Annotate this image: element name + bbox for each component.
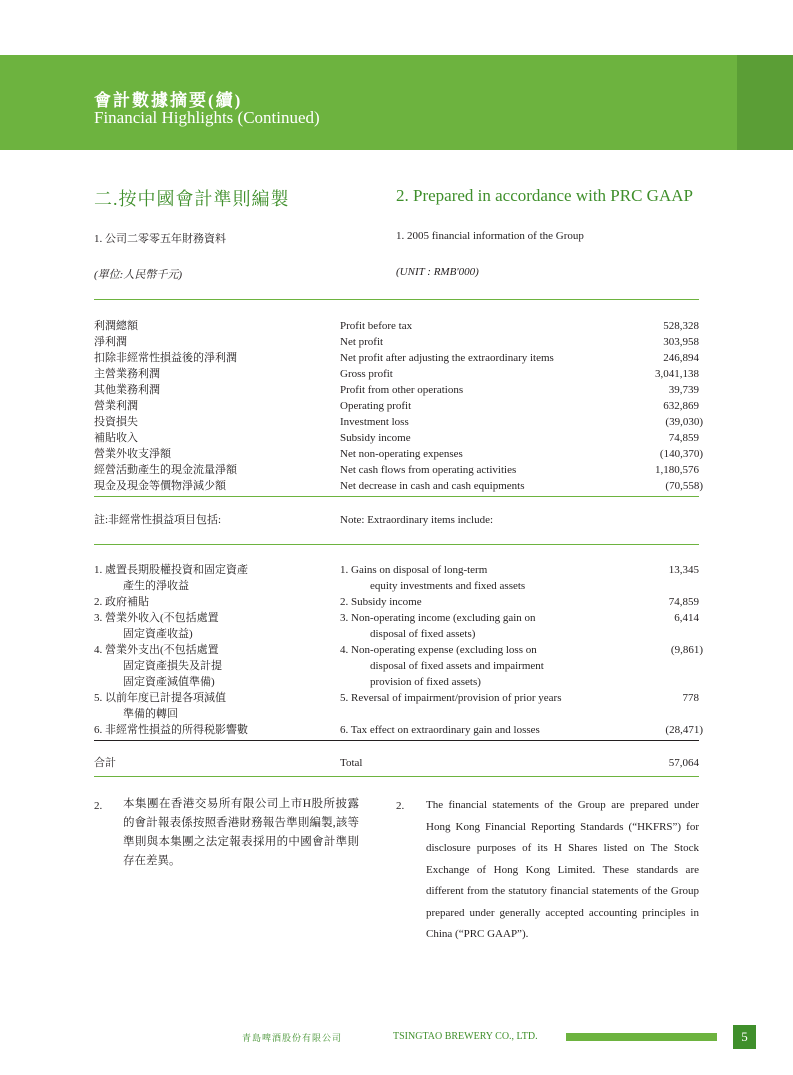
item-label-zh-cont: 固定資產減值準備): [123, 676, 215, 688]
row-value: 246,894: [663, 352, 699, 364]
item-label-zh-cont: 準備的轉回: [123, 708, 178, 720]
item-label-en: 5. Reversal of impairment/provision of prior years: [340, 692, 562, 704]
item-label-en-cont: provision of fixed assets): [370, 676, 481, 688]
row-label-zh: 利潤總額: [94, 320, 138, 332]
row-value: 74,859: [668, 432, 699, 444]
item-label-en: 1. Gains on disposal of long-term: [340, 564, 488, 576]
row-label-en: Investment loss: [340, 416, 409, 428]
unit-label-zh: (單位:人民幣千元): [94, 269, 182, 281]
row-label-en: Operating profit: [340, 400, 412, 412]
row-label-zh: 主營業務利潤: [94, 368, 160, 380]
divider: [94, 544, 699, 545]
note-label-en: Note: Extraordinary items include:: [340, 514, 494, 526]
item-value: 13,345: [668, 564, 699, 576]
para-number-zh: 2.: [94, 800, 103, 812]
total-label-en: Total: [340, 757, 363, 769]
divider: [94, 299, 699, 300]
row-value: (70,558): [665, 480, 703, 492]
row-label-zh: 營業利潤: [94, 400, 138, 412]
row-value: 3,041,138: [655, 368, 699, 380]
row-label-zh: 淨利潤: [94, 336, 127, 348]
row-label-en: Profit from other operations: [340, 384, 464, 396]
footer-bar: [566, 1033, 717, 1041]
item-label-zh: 6. 非經常性損益的所得税影響數: [94, 724, 248, 736]
header-title-en: Financial Highlights (Continued): [94, 108, 320, 127]
row-label-en: Net cash flows from operating activities: [340, 464, 517, 476]
footer-company-zh: 青島啤酒股份有限公司: [242, 1033, 343, 1043]
item-value: 74,859: [668, 596, 699, 608]
row-value: 303,958: [663, 336, 699, 348]
row-label-en: Net decrease in cash and cash equipments: [340, 480, 525, 492]
row-value: 632,869: [663, 400, 699, 412]
item-label-en: 4. Non-operating expense (excluding loss on: [340, 644, 537, 656]
footer-company-en: TSINGTAO BREWERY CO., LTD.: [393, 1031, 538, 1042]
divider: [94, 776, 699, 777]
item-label-en: 6. Tax effect on extraordinary gain and losses: [340, 724, 540, 736]
item-label-zh: 3. 營業外收入(不包括處置: [94, 612, 219, 624]
table-row: [94, 478, 703, 494]
divider: [94, 740, 699, 741]
total-value: 57,064: [668, 757, 699, 769]
row-label-zh: 投資損失: [94, 416, 138, 428]
row-label-en: Net profit: [340, 336, 384, 348]
section-title-en: 2. Prepared in accordance with PRC GAAP: [396, 186, 693, 205]
item-value: 6,414: [674, 612, 699, 624]
table-row: [94, 430, 699, 446]
item-value: (28,471): [665, 724, 703, 736]
row-value: 1,180,576: [655, 464, 699, 476]
item-label-en: 2. Subsidy income: [340, 596, 422, 608]
item-label-zh: 5. 以前年度已計提各項減值: [94, 692, 226, 704]
table-row: [94, 366, 699, 382]
item-label-zh: 2. 政府補貼: [94, 596, 149, 608]
table-row: [94, 446, 703, 462]
row-value: 528,328: [663, 320, 699, 332]
table-row: [94, 382, 699, 398]
header-side-tab: [737, 55, 793, 150]
row-label-zh: 其他業務利潤: [94, 384, 160, 396]
para-number-en: 2.: [396, 800, 405, 812]
item-value: (9,861): [670, 644, 703, 656]
row-label-zh: 扣除非經常性損益後的淨利潤: [94, 352, 237, 364]
item-label-zh-cont: 產生的淨收益: [123, 580, 189, 592]
table-row: [94, 318, 699, 334]
row-label-en: Net non-operating expenses: [340, 448, 463, 460]
divider: [94, 496, 699, 497]
table-row: [94, 398, 699, 414]
item-value: 778: [682, 692, 699, 704]
total-label-zh: 合計: [94, 757, 116, 769]
item-label-en-cont: equity investments and fixed assets: [370, 580, 526, 592]
table-row: [94, 414, 703, 430]
para-text-en: The financial statements of the Group are prepared under Hong Kong Financial Reporting Standards (“HKFRS”) for disclosure purposes of its H Shares listed on The Stock Exchange of Hong Kong Limited. These standards are different from the statutory financial statements of the Group prepared under generally accepted accounting principles in China (“PRC GAAP”).: [426, 799, 699, 940]
item-label-zh-cont: 固定資產收益): [123, 628, 193, 640]
table-row: [94, 462, 699, 478]
row-label-en: Gross profit: [340, 368, 393, 380]
row-value: 39,739: [668, 384, 699, 396]
row-label-zh: 營業外收支淨額: [94, 448, 171, 460]
subsection-title-zh: 1. 公司二零零五年財務資料: [94, 233, 226, 245]
page-number: 5: [733, 1025, 756, 1049]
row-label-zh: 補貼收入: [94, 432, 138, 444]
note-label-zh: 註:非經常性損益項目包括:: [94, 514, 222, 526]
row-value: (39,030): [665, 416, 703, 428]
row-label-zh: 經營活動產生的現金流量淨額: [94, 464, 237, 476]
row-label-en: Subsidy income: [340, 432, 411, 444]
item-label-en: 3. Non-operating income (excluding gain on: [340, 612, 536, 624]
item-label-en-cont: disposal of fixed assets): [370, 628, 476, 640]
header-title-zh: 會計數據摘要(續): [94, 91, 243, 110]
table-row: [94, 334, 699, 350]
row-label-en: Net profit after adjusting the extraordinary items: [340, 352, 554, 364]
item-label-zh: 4. 營業外支出(不包括處置: [94, 644, 219, 656]
item-label-en-cont: disposal of fixed assets and impairment: [370, 660, 544, 672]
row-label-en: Profit before tax: [340, 320, 413, 332]
subsection-title-en: 1. 2005 financial information of the Group: [396, 230, 584, 242]
section-title-zh: 二.按中國會計準則編製: [94, 189, 290, 209]
item-label-zh: 1. 處置長期股權投資和固定資產: [94, 564, 248, 576]
unit-label-en: (UNIT : RMB'000): [396, 266, 479, 278]
row-value: (140,370): [659, 448, 703, 460]
table-row: [94, 350, 699, 366]
item-label-zh-cont: 固定資產損失及計提: [123, 660, 222, 672]
para-text-zh: 本集團在香港交易所有限公司上市H股所披露的會計報表係按照香港財務報告準則編製,該等準則與本集團之法定報表採用的中國會計準則存在差異。: [123, 798, 359, 867]
row-label-zh: 現金及現金等價物淨減少額: [94, 480, 226, 492]
